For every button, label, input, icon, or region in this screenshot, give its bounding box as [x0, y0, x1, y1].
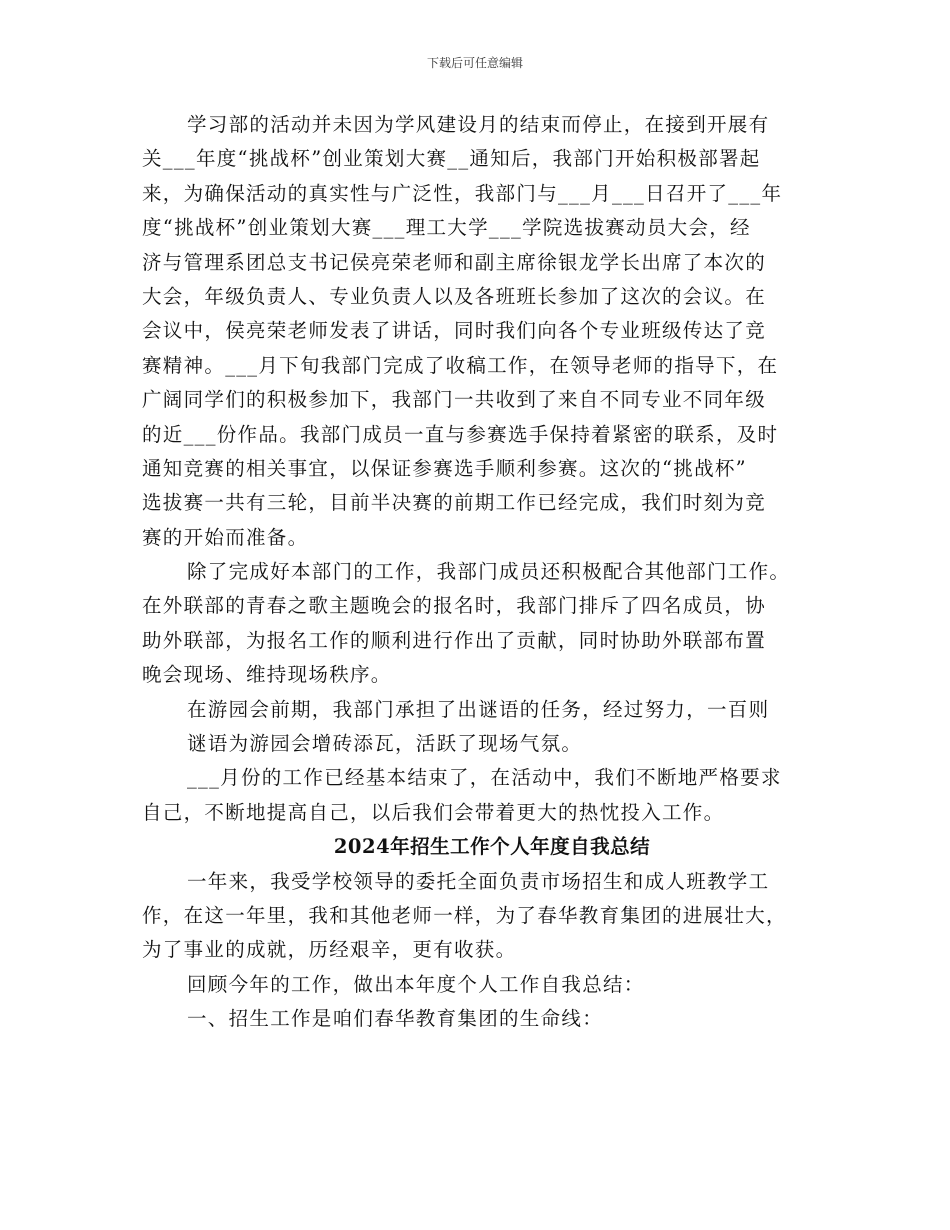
text-line: 来，为确保活动的真实性与广泛性，我部门与___月___日召开了___年 — [142, 181, 783, 205]
text-line: 谜语为游园会增砖添瓦，活跃了现场气氛。 — [187, 732, 583, 756]
page-header: 下载后可任意编辑 — [426, 56, 523, 70]
text-line: 在游园会前期，我部门承担了出谜语的任务，经过努力，一百则 — [187, 697, 770, 721]
text-line: 的近___份作品。我部门成员一直与参赛选手保持着紧密的联系，及时 — [142, 422, 779, 446]
text-line: 一年来，我受学校领导的委托全面负责市场招生和成人班教学工 — [187, 869, 770, 893]
text-line: 度“挑战杯”创业策划大赛___理工大学___学院选拔赛动员大会，经 — [142, 216, 751, 240]
text-line: ___月份的工作已经基本结束了，在活动中，我们不断地严格要求 — [187, 766, 782, 790]
text-line: 为了事业的成就，历经艰辛，更有收获。 — [142, 938, 517, 962]
text-line: 一、招生工作是咱们春华教育集团的生命线： — [187, 1007, 604, 1031]
text-line: 赛精神。___月下旬我部门完成了收稿工作，在领导老师的指导下，在 — [142, 353, 779, 377]
section-title: 2024年招生工作个人年度自我总结 — [333, 835, 651, 859]
text-line: 通知竞赛的相关事宜，以保证参赛选手顺利参赛。这次的“挑战杯” — [142, 456, 747, 480]
text-line: 赛的开始而准备。 — [142, 525, 309, 549]
text-line: 晚会现场、维持现场秩序。 — [142, 663, 392, 687]
text-line: 会议中，侯亮荣老师发表了讲话，同时我们向各个专业班级传达了竞 — [142, 319, 767, 343]
text-line: 回顾今年的工作，做出本年度个人工作自我总结： — [187, 972, 645, 996]
text-line: 在外联部的青春之歌主题晚会的报名时，我部门排斥了四名成员，协 — [142, 594, 767, 618]
text-line: 大会，年级负责人、专业负责人以及各班班长参加了这次的会议。在 — [142, 284, 767, 308]
text-line: 学习部的活动并未因为学风建设月的结束而停止，在接到开展有 — [187, 113, 770, 136]
text-line: 除了完成好本部门的工作，我部门成员还积极配合其他部门工作。 — [187, 560, 791, 584]
text-line: 济与管理系团总支书记侯亮荣老师和副主席徐银龙学长出席了本次的 — [142, 250, 767, 274]
text-line: 作，在这一年里，我和其他老师一样，为了春华教育集团的进展壮大， — [142, 903, 787, 927]
text-line: 自己，不断地提高自己，以后我们会带着更大的热忱投入工作。 — [142, 800, 725, 824]
text-line: 广阔同学们的积极参加下，我部门一共收到了来自不同专业不同年级 — [142, 388, 767, 412]
text-line: 助外联部，为报名工作的顺利进行作出了贡献，同时协助外联部布置 — [142, 628, 767, 652]
text-line: 关___年度“挑战杯”创业策划大赛__通知后，我部门开始积极部署起 — [142, 147, 761, 171]
text-line: 选拔赛一共有三轮，目前半决赛的前期工作已经完成，我们时刻为竞 — [142, 491, 767, 515]
document-body — [142, 108, 822, 1037]
